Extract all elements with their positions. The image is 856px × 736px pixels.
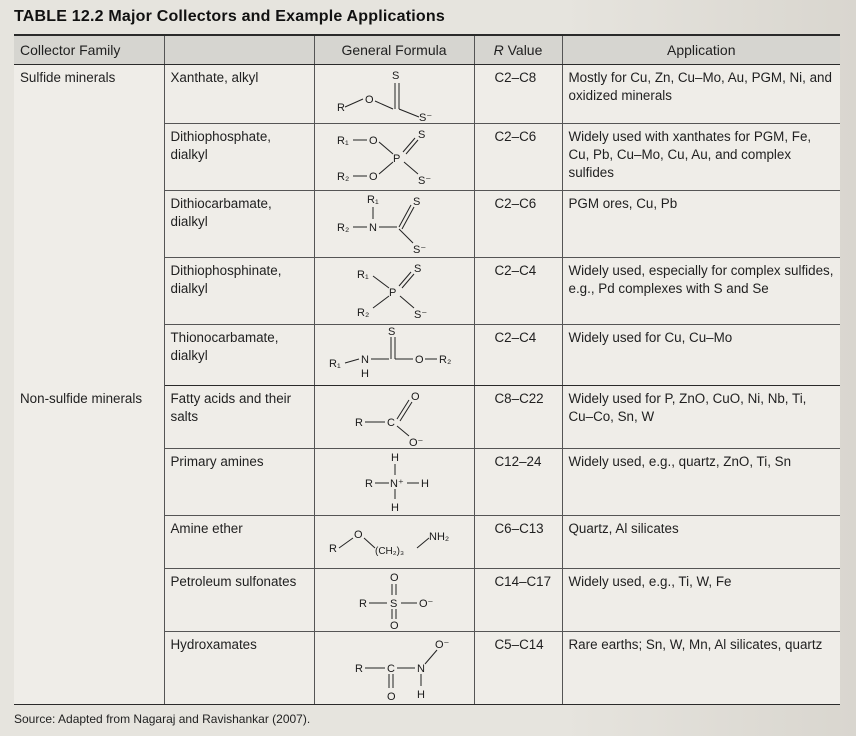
collector-name: Amine ether xyxy=(164,516,314,569)
svg-text:R: R xyxy=(328,543,337,555)
svg-text:S⁻: S⁻ xyxy=(412,244,426,256)
svg-text:N: N xyxy=(368,222,377,234)
dithiophosphinate-structure xyxy=(315,258,475,324)
application-text: Widely used for Cu, Cu–Mo xyxy=(562,325,840,386)
formula-amine-ether xyxy=(314,516,474,569)
svg-text:O: O xyxy=(389,620,399,631)
svg-text:NH₂: NH₂ xyxy=(428,531,449,543)
svg-text:H: H xyxy=(390,502,399,514)
svg-text:R: R xyxy=(364,478,373,490)
svg-text:R₁: R₁ xyxy=(336,135,349,147)
application-text: Widely used, e.g., quartz, ZnO, Ti, Sn xyxy=(562,449,840,516)
svg-text:O: O xyxy=(368,171,378,183)
svg-text:O: O xyxy=(353,529,363,541)
formula-dithiophosphinate xyxy=(314,258,474,325)
application-text: Rare earths; Sn, W, Mn, Al silicates, quartz xyxy=(562,632,840,705)
svg-text:C: C xyxy=(386,663,395,675)
r-value: C2–C6 xyxy=(474,124,562,191)
svg-text:O: O xyxy=(368,135,378,147)
svg-text:P: P xyxy=(392,153,400,165)
collector-name: Hydroxamates xyxy=(164,632,314,705)
r-value: C2–C6 xyxy=(474,191,562,258)
application-text: PGM ores, Cu, Pb xyxy=(562,191,840,258)
svg-text:O⁻: O⁻ xyxy=(434,639,449,651)
application-text: Quartz, Al silicates xyxy=(562,516,840,569)
svg-text:N: N xyxy=(416,663,425,675)
r-value: C14–C17 xyxy=(474,569,562,632)
svg-text:R: R xyxy=(358,598,367,610)
table-source-note: Source: Adapted from Nagaraj and Ravishankar (2007). xyxy=(14,712,311,726)
table-row xyxy=(14,386,840,449)
collector-name: Fatty acids and their salts xyxy=(164,386,314,449)
svg-text:R₂: R₂ xyxy=(356,307,369,319)
r-value: C5–C14 xyxy=(474,632,562,705)
thionocarbamate-structure xyxy=(315,325,475,385)
family-sulfide: Sulfide minerals xyxy=(14,65,164,386)
header-application: Application xyxy=(562,35,840,65)
svg-text:S: S xyxy=(391,70,399,82)
dithiocarbamate-structure xyxy=(315,191,475,257)
svg-text:H: H xyxy=(420,478,429,490)
svg-text:S: S xyxy=(413,263,421,275)
family-nonsulfide: Non-sulfide minerals xyxy=(14,386,164,705)
svg-text:O⁻: O⁻ xyxy=(408,437,423,448)
formula-dithiophosphate xyxy=(314,124,474,191)
svg-text:S: S xyxy=(387,326,395,338)
collectors-table xyxy=(14,34,840,705)
table-title: TABLE 12.2 Major Collectors and Example Applications xyxy=(14,8,445,25)
svg-text:R: R xyxy=(336,102,345,114)
application-text: Widely used, especially for complex sulfides, e.g., Pd complexes with S and Se xyxy=(562,258,840,325)
table-header-row xyxy=(14,35,840,65)
svg-text:R₂: R₂ xyxy=(438,354,451,366)
svg-text:S: S xyxy=(389,598,397,610)
header-formula: General Formula xyxy=(314,35,474,65)
collector-name: Petroleum sulfonates xyxy=(164,569,314,632)
table-row xyxy=(14,65,840,124)
svg-text:N: N xyxy=(360,354,369,366)
svg-text:S: S xyxy=(417,129,425,141)
formula-fatty-acid xyxy=(314,386,474,449)
svg-text:R: R xyxy=(354,663,363,675)
sulfonate-structure xyxy=(315,569,475,631)
application-text: Mostly for Cu, Zn, Cu–Mo, Au, PGM, Ni, and oxidized minerals xyxy=(562,65,840,124)
xanthate-structure xyxy=(315,65,475,123)
svg-text:N⁺: N⁺ xyxy=(389,478,404,490)
formula-primary-amine xyxy=(314,449,474,516)
fatty-acid-structure xyxy=(315,386,475,448)
hydroxamate-structure xyxy=(315,632,475,704)
header-r-value xyxy=(474,35,562,65)
svg-text:O: O xyxy=(364,94,374,106)
svg-text:H: H xyxy=(390,452,399,464)
collector-name: Primary amines xyxy=(164,449,314,516)
r-value: C8–C22 xyxy=(474,386,562,449)
formula-thionocarbamate xyxy=(314,325,474,386)
collector-name: Xanthate, alkyl xyxy=(164,65,314,124)
formula-hydroxamate xyxy=(314,632,474,705)
dithiophosphate-structure xyxy=(315,124,475,190)
r-value: C2–C4 xyxy=(474,258,562,325)
header-r-rest: Value xyxy=(503,41,543,58)
application-text: Widely used, e.g., Ti, W, Fe xyxy=(562,569,840,632)
svg-text:O: O xyxy=(410,391,420,403)
formula-dithiocarbamate xyxy=(314,191,474,258)
svg-text:O: O xyxy=(386,691,396,703)
svg-text:P: P xyxy=(388,287,396,299)
svg-text:S⁻: S⁻ xyxy=(417,175,431,187)
svg-text:R₁: R₁ xyxy=(356,269,369,281)
svg-text:O: O xyxy=(389,572,399,584)
svg-text:S: S xyxy=(412,196,420,208)
svg-text:R₂: R₂ xyxy=(336,171,349,183)
primary-amine-structure xyxy=(315,449,475,515)
application-text: Widely used for P, ZnO, CuO, Ni, Nb, Ti, Cu–Co, Sn, W xyxy=(562,386,840,449)
svg-text:C: C xyxy=(386,417,395,429)
svg-text:O⁻: O⁻ xyxy=(418,598,433,610)
header-name xyxy=(164,35,314,65)
header-r-italic: R xyxy=(493,41,504,58)
svg-text:S⁻: S⁻ xyxy=(413,309,427,321)
formula-sulfonate xyxy=(314,569,474,632)
collector-name: Thionocarbamate, dialkyl xyxy=(164,325,314,386)
collector-name: Dithiophosphinate, dialkyl xyxy=(164,258,314,325)
r-value: C6–C13 xyxy=(474,516,562,569)
collector-name: Dithiophosphate, dialkyl xyxy=(164,124,314,191)
svg-text:R: R xyxy=(354,417,363,429)
amine-ether-structure xyxy=(315,516,475,568)
formula-xanthate xyxy=(314,65,474,124)
svg-text:R₁: R₁ xyxy=(328,358,341,370)
collector-name: Dithiocarbamate, dialkyl xyxy=(164,191,314,258)
svg-text:R₂: R₂ xyxy=(336,222,349,234)
r-value: C2–C8 xyxy=(474,65,562,124)
application-text: Widely used with xanthates for PGM, Fe, Cu, Pb, Cu–Mo, Cu, Au, and complex sulfides xyxy=(562,124,840,191)
svg-text:(CH₂)₃: (CH₂)₃ xyxy=(374,546,404,557)
r-value: C12–24 xyxy=(474,449,562,516)
svg-text:S⁻: S⁻ xyxy=(418,112,432,123)
svg-text:O: O xyxy=(414,354,424,366)
header-family: Collector Family xyxy=(14,35,164,65)
svg-text:R₁: R₁ xyxy=(366,194,379,206)
svg-text:H: H xyxy=(416,689,425,701)
svg-text:H: H xyxy=(360,368,369,380)
r-value: C2–C4 xyxy=(474,325,562,386)
